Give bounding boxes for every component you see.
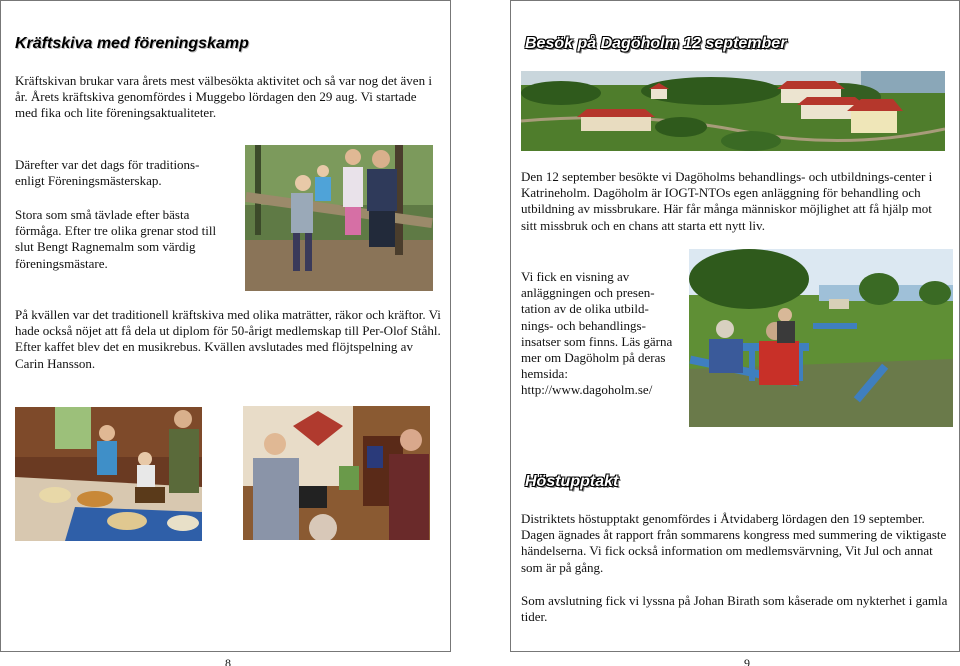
dagoholm-visit-heading: Besök på Dagöholm 12 september bbox=[525, 35, 787, 52]
intro-paragraph: Kräftskivan brukar vara årets mest välbesökta aktivitet och så var nog det även i år. Årets kräftskiva genomfördes i Muggebo lördagen den 29 aug. Vi startade med fika och lite föreningsaktualiteter. bbox=[15, 73, 432, 121]
dagoholm-aerial-photo bbox=[521, 71, 945, 151]
diploma-photo bbox=[243, 406, 430, 540]
competition-paragraph-1: Därefter var det dags för traditions-enligt Föreningsmästerskap. bbox=[15, 157, 200, 189]
evening-paragraph: På kvällen var det traditionell kräftskiva med olika maträtter, räkor och kräftor. Vi hade också nöjet att få dela ut diplom för 50-årigt medlemskap till Per-Olof Ståhl. Efter kaffet blev det en musikrebus. Kvällen avslutades med flöjtspelning av Carin Hansson. bbox=[15, 307, 441, 371]
left-page bbox=[0, 0, 451, 666]
visit-paragraph-1: Den 12 september besökte vi Dagöholms behandlings- och utbildnings-center i Katrineholm. Dagöholm är IOGT-NTOs egen anläggning för behandling och utbildning av missbrukare. Här får många människor möjlighet att få hjälp mot sitt missbruk och en chans att starta ett nytt liv. bbox=[521, 169, 933, 233]
right-page bbox=[510, 0, 960, 666]
buffet-photo bbox=[15, 407, 202, 541]
dagoholm-garden-photo bbox=[689, 249, 953, 427]
competition-paragraph-2: Stora som små tävlade efter bästa förmåga. Efter tre olika grenar stod till slut Bengt Ragnemalm som värdig föreningsmästare. bbox=[15, 207, 217, 271]
kids-competition-photo bbox=[245, 145, 433, 291]
crayfish-party-heading: Kräftskiva med föreningskamp bbox=[15, 35, 249, 52]
page-number-left: 8 bbox=[225, 656, 231, 666]
autumn-kickoff-heading: Höstupptakt bbox=[525, 473, 619, 490]
visit-paragraph-2: Vi fick en visning av anläggningen och presen-tation av de olika utbild-nings- och behandlings-insatser som finns. Läs gärna mer om Dagöholm på deras hemsida: http://www.dagoholm.se/ bbox=[521, 269, 673, 398]
autumn-paragraph-2: Som avslutning fick vi lyssna på Johan Birath som kåserade om nykterhet i gamla tider. bbox=[521, 593, 948, 625]
page-number-right: 9 bbox=[744, 656, 750, 666]
autumn-paragraph-1: Distriktets höstupptakt genomfördes i Åtvidaberg lördagen den 19 september. Dagen ägnades åt rapport från sommarens kongress med summering de viktigaste händelserna. Vi fick också information om medlemsvärvning, Vit Jul och annat som är på gång. bbox=[521, 511, 947, 575]
